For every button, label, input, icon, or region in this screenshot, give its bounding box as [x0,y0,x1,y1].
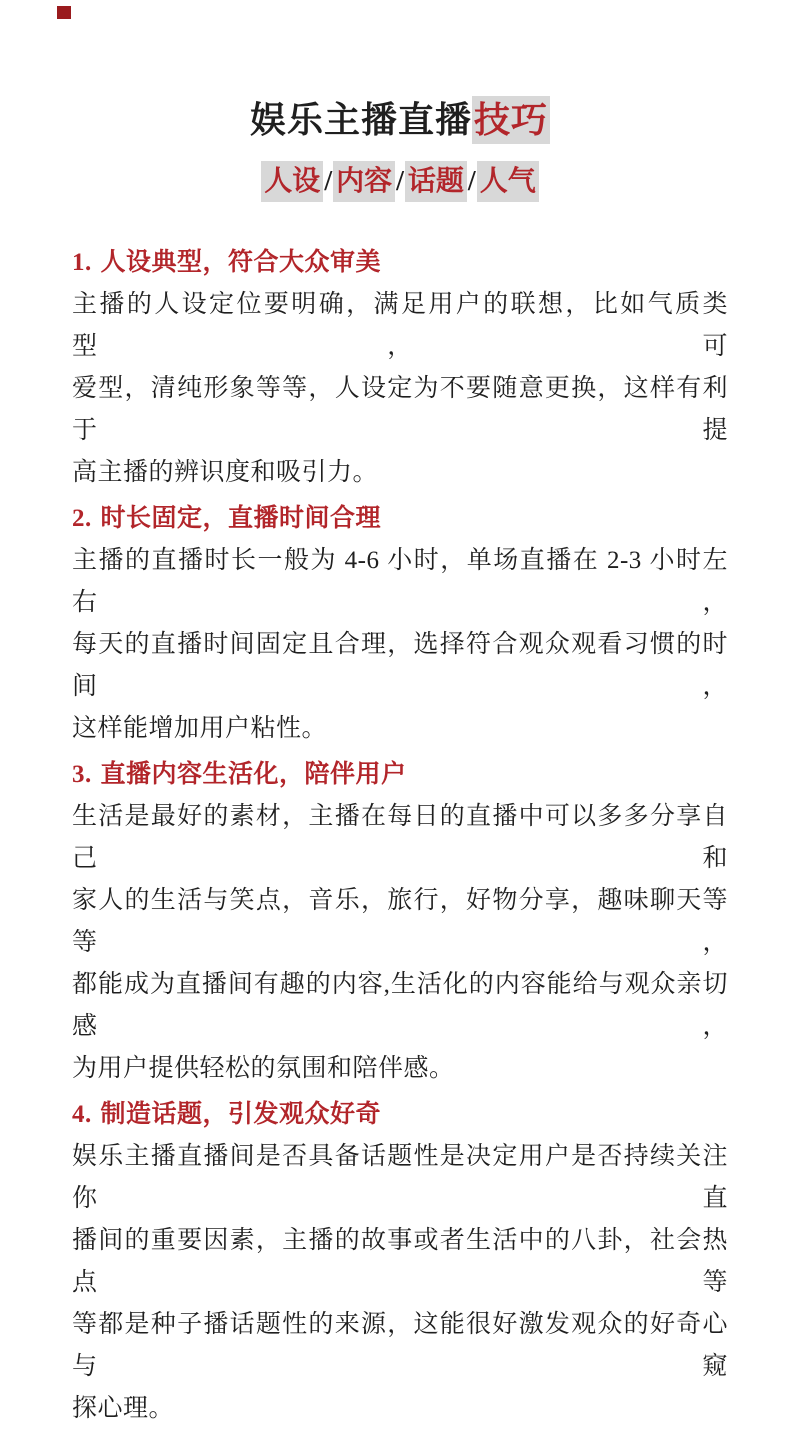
body-line: 都能成为直播间有趣的内容,生活化的内容能给与观众亲切感， [72,971,728,1040]
section-3-lifestyle-content [72,754,728,1090]
section-3-number: 3. [72,761,92,788]
body-line: 爱型，清纯形象等等，人设定为不要随意更换，这样有利于提 [72,375,728,444]
body-line: 主播的人设定位要明确，满足用户的联想，比如气质类型，可 [72,291,728,360]
section-4-number: 4. [72,1101,92,1128]
section-1-number: 1. [72,249,92,276]
body-line: 每天的直播时间固定且合理，选择符合观众观看习惯的时间， [72,631,728,700]
body-line: 这样能增加用户粘性。 [72,715,328,742]
body-line: 生活是最好的素材，主播在每日的直播中可以多多分享自己和 [72,803,728,872]
red-corner-mark [57,6,71,19]
subtitle-separator: / [396,166,404,197]
section-2-number: 2. [72,505,92,532]
page-title [0,96,800,144]
body-line: 家人的生活与笑点，音乐，旅行，好物分享，趣味聊天等等， [72,887,728,956]
body-line: 探心理。 [72,1395,175,1422]
section-1-heading-text: 人设典型，符合大众审美 [100,249,382,276]
section-2-heading-text: 时长固定，直播时间合理 [100,505,382,532]
body-line: 等都是种子播话题性的来源，这能很好激发观众的好奇心与窥 [72,1311,728,1380]
body-line: 播间的重要因素，主播的故事或者生活中的八卦，社会热点等 [72,1227,728,1296]
section-4-topics [72,1094,728,1430]
section-3-heading-text: 直播内容生活化，陪伴用户 [100,761,407,788]
section-3-heading [72,754,728,796]
subtitle-term-content: 内容 [333,161,395,202]
body-line: 高主播的辨识度和吸引力。 [72,459,379,486]
body-line: 为用户提供轻松的氛围和陪伴感。 [72,1055,455,1082]
section-4-heading-text: 制造话题，引发观众好奇 [100,1101,382,1128]
page-subtitle [0,160,800,204]
section-1-persona [72,242,728,494]
subtitle-term-topics: 话题 [405,161,467,202]
section-4-heading [72,1094,728,1136]
body-line: 主播的直播时长一般为 4-6 小时，单场直播在 2-3 小时左右， [72,547,728,616]
section-2-heading [72,498,728,540]
section-2-schedule [72,498,728,750]
subtitle-term-popularity: 人气 [477,161,539,202]
subtitle-separator: / [467,166,476,197]
title-highlighted-text: 技巧 [472,96,550,144]
subtitle-separator: / [324,166,333,197]
body-line: 娱乐主播直播间是否具备话题性是决定用户是否持续关注你直 [72,1143,728,1212]
section-1-heading [72,242,728,284]
document-body [72,242,728,1430]
title-main-text: 娱乐主播直播 [249,100,472,140]
subtitle-term-persona: 人设 [261,161,323,202]
